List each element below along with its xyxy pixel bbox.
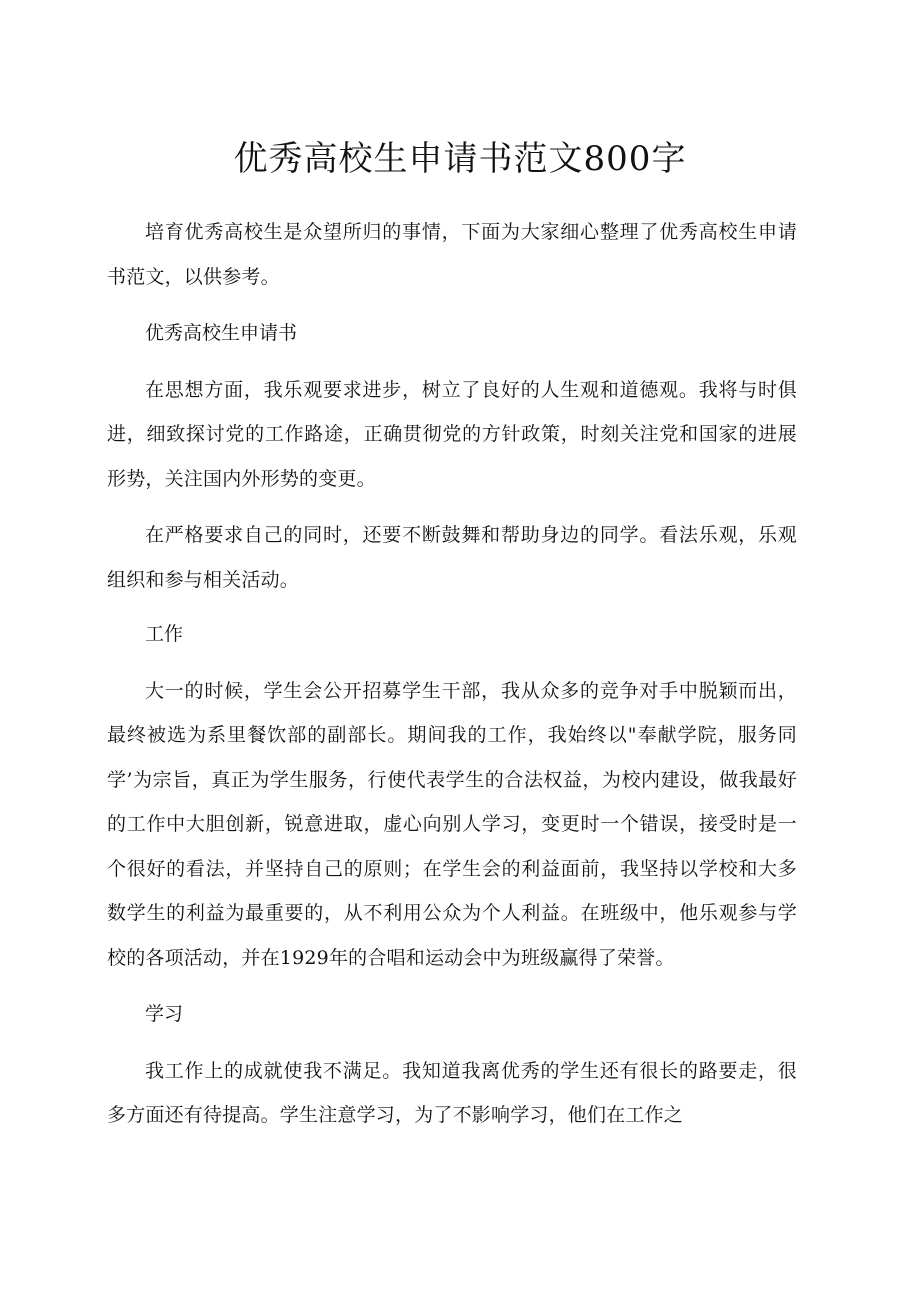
section-heading-work: 工作 [145,623,184,645]
work-paragraph: 大一的时候，学生会公开招募学生干部，我从众多的竞争对手中脱颖而出，最终被选为系里餐饮部的副部长。期间我的工作，我始终以"奉献学院，服务同学’为宗旨，真正为学生服务，行使代表学生的合法权益，为校内建设，做我最好的工作中大胆创新，锐意进取，虚心向别人学习，变更时一个错误，接受时是一个很好的看法，并坚持自己的原则；在学生会的利益面前，我坚持以学校和大多数学生的利益为最重要的，从不利用公众为个人利益。在班级中，他乐观参与学校的各项活动，并在1929年的合唱和运动会中为班级赢得了荣誉。 [107,679,797,969]
intro-paragraph: 培育优秀高校生是众望所归的事情，下面为大家细心整理了优秀高校生申请书范文，以供参考。 [107,221,797,288]
document-title: 优秀高校生申请书范文800字 [233,139,687,179]
study-paragraph: 我工作上的成就使我不满足。我知道我离优秀的学生还有很长的路要走，很多方面还有待提高。学生注意学习，为了不影响学习，他们在工作之 [107,1059,797,1126]
section-heading-study: 学习 [145,1003,184,1025]
document-body [107,210,797,1150]
section-heading-application: 优秀高校生申请书 [145,322,298,344]
self-discipline-paragraph: 在严格要求自己的同时，还要不断鼓舞和帮助身边的同学。看法乐观，乐观组织和参与相关活动。 [107,524,797,591]
ideology-paragraph: 在思想方面，我乐观要求进步，树立了良好的人生观和道德观。我将与时俱进，细致探讨党的工作路途，正确贯彻党的方针政策，时刻关注党和国家的进展形势，关注国内外形势的变更。 [107,378,797,490]
